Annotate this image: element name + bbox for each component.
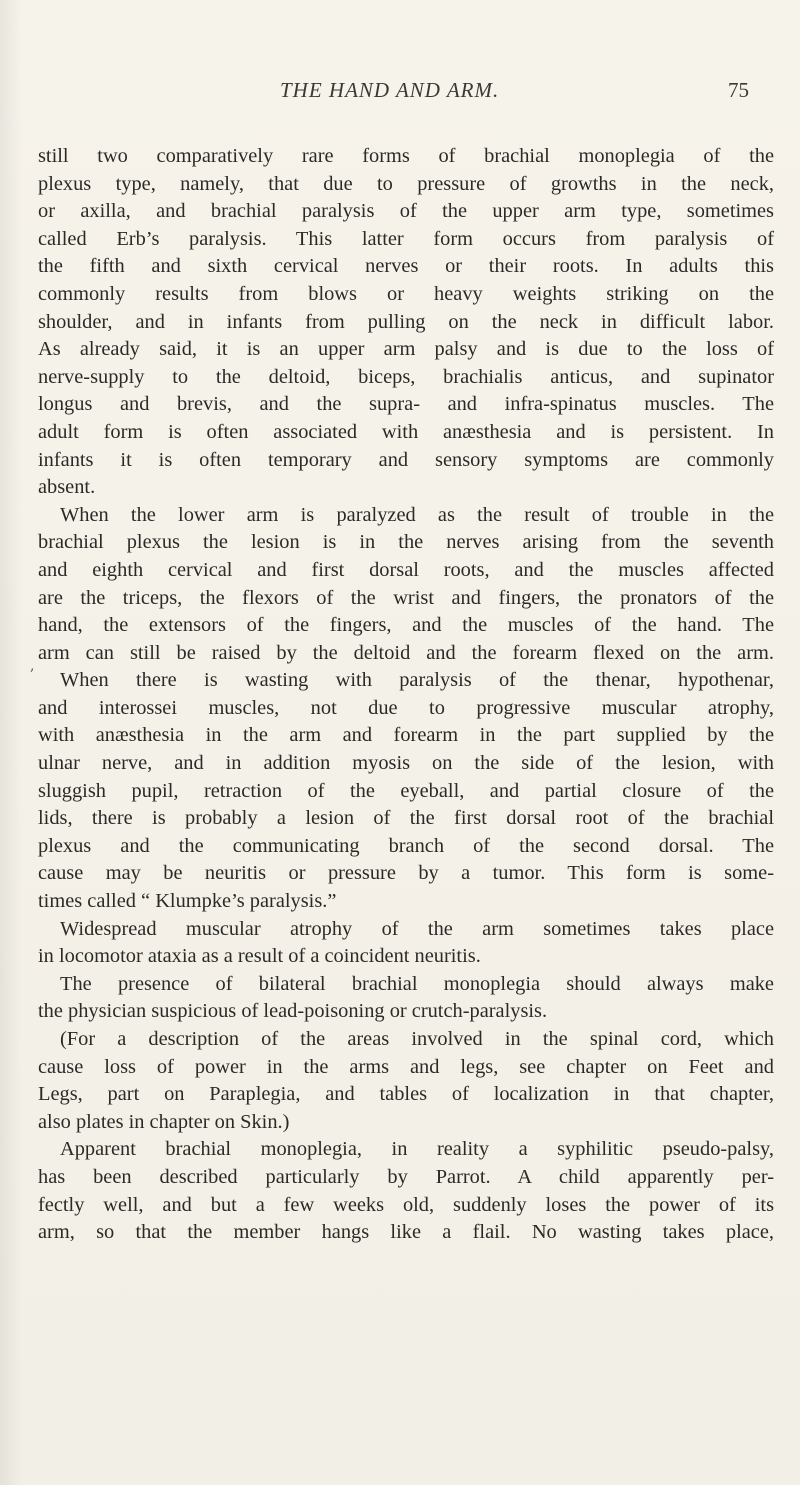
text-line: fectly well, and but a few weeks old, suddenly loses the power of its xyxy=(38,1193,774,1216)
text-line: arm, so that the member hangs like a flail. No wasting takes place, xyxy=(38,1221,774,1244)
text-line: plexus and the communicating branch of the second dorsal. The xyxy=(38,834,774,857)
text-line: still two comparatively rare forms of brachial monoplegia of the xyxy=(38,145,774,167)
text-line: Widespread muscular atrophy of the arm sometimes takes place xyxy=(60,917,774,940)
text-line: also plates in chapter on Skin.) xyxy=(38,1110,290,1133)
text-line: shoulder, and in infants from pulling on the neck in difficult labor. xyxy=(38,310,774,333)
text-line: (For a description of the areas involved in the spinal cord, which xyxy=(60,1028,774,1050)
text-line: or axilla, and brachial paralysis of the upper arm type, sometimes xyxy=(38,200,774,223)
text-line: ulnar nerve, and in addition myosis on the side of the lesion, with xyxy=(38,752,774,775)
text-line: arm can still be raised by the deltoid and the forearm flexed on the arm. xyxy=(38,641,774,664)
text-line: cause may be neuritis or pressure by a tumor. This form is some- xyxy=(38,862,774,885)
text-line: brachial plexus the lesion is in the nerves arising from the seventh xyxy=(38,531,774,554)
text-line: in locomotor ataxia as a result of a coincident neuritis. xyxy=(38,945,481,968)
text-line: infants it is often temporary and sensory symptoms are commonly xyxy=(38,448,774,471)
text-line: and eighth cervical and first dorsal roots, and the muscles affected xyxy=(38,558,774,581)
text-line: and interossei muscles, not due to progressive muscular atrophy, xyxy=(38,696,774,719)
text-line: called Erb’s paralysis. This latter form occurs from paralysis of xyxy=(38,227,774,250)
margin-mark: , xyxy=(30,658,35,674)
text-line: commonly results from blows or heavy weights striking on the xyxy=(38,282,774,305)
text-line: absent. xyxy=(38,476,96,499)
text-line: nerve-supply to the deltoid, biceps, brachialis anticus, and supinator xyxy=(38,365,774,388)
text-line: longus and brevis, and the supra- and infra-spinatus muscles. The xyxy=(38,393,774,416)
text-line: cause loss of power in the arms and legs, see chapter on Feet and xyxy=(38,1055,774,1078)
text-line: When the lower arm is paralyzed as the result of trouble in the xyxy=(60,503,774,526)
text-line: are the triceps, the flexors of the wrist and fingers, the pronators of the xyxy=(38,586,774,609)
text-line: lids, there is probably a lesion of the first dorsal root of the brachial xyxy=(38,807,774,830)
text-line: plexus type, namely, that due to pressure of growths in the neck, xyxy=(38,172,774,195)
text-line: hand, the extensors of the fingers, and the muscles of the hand. The xyxy=(38,614,774,637)
text-line: The presence of bilateral brachial monoplegia should always make xyxy=(60,972,774,995)
text-line: Apparent brachial monoplegia, in reality a syphilitic pseudo-palsy, xyxy=(60,1138,774,1161)
running-head xyxy=(0,78,800,108)
running-title: THE HAND AND ARM. xyxy=(280,78,500,102)
text-line: the fifth and sixth cervical nerves or their roots. In adults this xyxy=(38,255,774,278)
text-line: When there is wasting with paralysis of the thenar, hypothenar, xyxy=(60,669,774,692)
text-line: adult form is often associated with anæsthesia and is persistent. In xyxy=(38,420,774,443)
text-line: Legs, part on Paraplegia, and tables of localization in that chapter, xyxy=(38,1083,774,1106)
body-text xyxy=(38,143,774,1247)
text-line: times called “ Klumpke’s paralysis.” xyxy=(38,890,337,913)
text-line: with anæsthesia in the arm and forearm in the part supplied by the xyxy=(38,724,774,747)
page-number: 75 xyxy=(728,78,749,102)
text-line: sluggish pupil, retraction of the eyeball, and partial closure of the xyxy=(38,779,774,802)
text-line: As already said, it is an upper arm palsy and is due to the loss of xyxy=(38,338,774,361)
text-line: the physician suspicious of lead-poisoning or crutch-paralysis. xyxy=(38,1000,548,1023)
text-line: has been described particularly by Parrot. A child apparently per- xyxy=(38,1165,774,1188)
